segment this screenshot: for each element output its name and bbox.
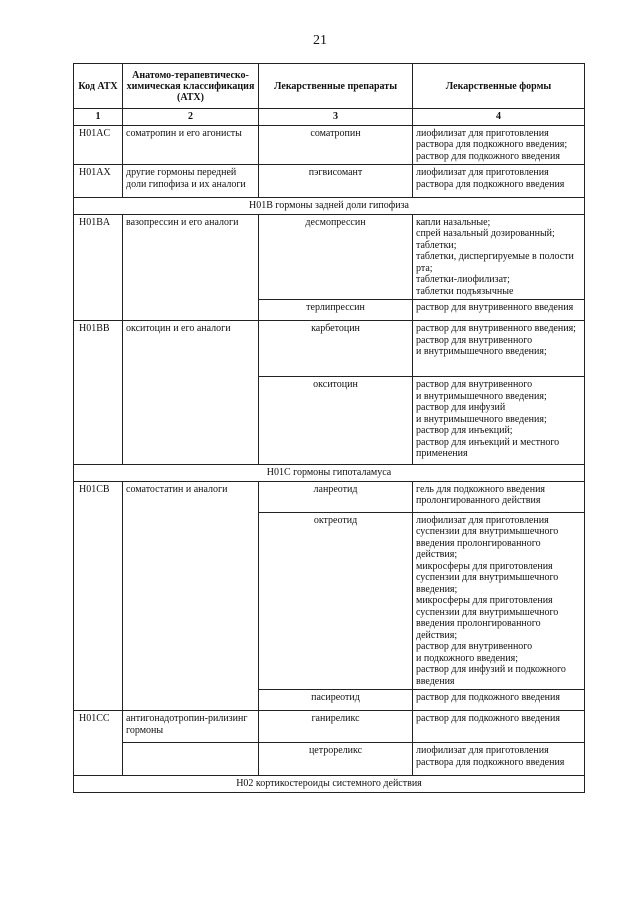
- section-row: [74, 465, 585, 482]
- atx-code: H01BA: [74, 214, 123, 321]
- form-line: и внутримышечного введения;: [416, 413, 547, 425]
- table-row: [74, 165, 585, 198]
- dosage-forms: [413, 125, 585, 165]
- form-line: суспензии для внутримышечного: [416, 572, 559, 583]
- form-line: раствор для внутривенного: [416, 641, 533, 652]
- form-line: раствор для инфузий: [416, 402, 506, 413]
- dosage-forms: [413, 481, 585, 512]
- form-line: введения пролонгированного: [416, 618, 541, 629]
- column-number: 3: [259, 109, 413, 126]
- header-row: [74, 64, 585, 109]
- drug-name: окситоцин: [259, 377, 413, 465]
- dosage-forms: [413, 165, 585, 198]
- form-line: и подкожного введения;: [416, 652, 519, 664]
- form-line: суспензии для внутримышечного: [416, 526, 559, 537]
- section-title: H01B гормоны задней доли гипофиза: [74, 198, 585, 215]
- dosage-forms: [413, 214, 585, 300]
- atx-code: H01AC: [74, 125, 123, 165]
- form-line: раствора для подкожного введения: [416, 756, 565, 768]
- atx-class: [123, 743, 259, 776]
- form-line: таблетки-лиофилизат;: [416, 274, 510, 285]
- atx-code: H01BB: [74, 321, 123, 465]
- form-line: раствор для внутривенного введения: [416, 302, 574, 313]
- section-title: H01C гормоны гипоталамуса: [74, 465, 585, 482]
- form-line: микросферы для приготовления: [416, 560, 553, 572]
- section-row: [74, 776, 585, 793]
- form-line: таблетки, диспергируемые в полости рта;: [416, 251, 574, 274]
- column-number: 1: [74, 109, 123, 126]
- drug-name: пэгвисомант: [259, 165, 413, 198]
- form-line: лиофилизат для приготовления: [416, 167, 549, 178]
- drug-name: октреотид: [259, 512, 413, 690]
- drug-name: пасиреотид: [259, 690, 413, 711]
- page-number: 21: [313, 33, 327, 48]
- atx-class: антигонадотропин-рилизинг гормоны: [123, 711, 259, 743]
- form-line: раствор для внутривенного: [416, 379, 533, 390]
- table-row: [74, 711, 585, 743]
- drug-name: десмопрессин: [259, 214, 413, 300]
- form-line: микросферы для приготовления: [416, 595, 553, 606]
- form-line: раствор для внутривенного введения;: [416, 323, 576, 334]
- form-line: раствор для подкожного введения: [416, 150, 560, 162]
- atx-code: H01CC: [74, 711, 123, 776]
- form-line: введения: [416, 675, 455, 687]
- dosage-forms: [413, 690, 585, 711]
- form-line: лиофилизат для приготовления: [416, 127, 549, 139]
- drug-name: цетрореликс: [259, 743, 413, 776]
- dosage-forms: [413, 711, 585, 743]
- form-line: раствор для внутривенного: [416, 334, 533, 346]
- form-line: и внутримышечного введения;: [416, 346, 547, 357]
- drug-name: терлипрессин: [259, 300, 413, 321]
- atx-class: соматостатин и аналоги: [123, 481, 259, 711]
- header-drugs: Лекарственные препараты: [259, 64, 413, 109]
- form-line: лиофилизат для приготовления: [416, 514, 549, 526]
- column-number: 2: [123, 109, 259, 126]
- table-row: [74, 214, 585, 300]
- atx-class: окситоцин и его аналоги: [123, 321, 259, 465]
- atx-class: вазопрессин и его аналоги: [123, 214, 259, 321]
- form-line: раствор для инфузий и подкожного: [416, 664, 566, 675]
- atx-class: соматропин и его агонисты: [123, 125, 259, 165]
- form-line: лиофилизат для приготовления: [416, 745, 549, 756]
- form-line: таблетки;: [416, 239, 457, 251]
- column-number: 4: [413, 109, 585, 126]
- dosage-forms: [413, 300, 585, 321]
- header-classification: Анатомо-терапевтическо-химическая классификация (АТХ): [123, 64, 259, 109]
- drug-name: соматропин: [259, 125, 413, 165]
- atx-table: [73, 63, 585, 793]
- form-line: таблетки подъязычные: [416, 285, 514, 297]
- form-line: действия;: [416, 549, 458, 560]
- table-row: [74, 321, 585, 377]
- dosage-forms: [413, 743, 585, 776]
- form-line: пролонгированного действия: [416, 495, 541, 506]
- section-row: [74, 198, 585, 215]
- table-row: [74, 125, 585, 165]
- header-code: Код АТХ: [74, 64, 123, 109]
- form-line: раствора для подкожного введения: [416, 178, 565, 190]
- form-line: капли назальные;: [416, 216, 491, 228]
- atx-code: H01CB: [74, 481, 123, 711]
- form-line: гель для подкожного введения: [416, 483, 546, 495]
- column-number-row: [74, 109, 585, 126]
- section-title: H02 кортикостероиды системного действия: [74, 776, 585, 793]
- drug-name: ганиреликс: [259, 711, 413, 743]
- form-line: раствор для подкожного введения: [416, 713, 560, 724]
- dosage-forms: [413, 512, 585, 690]
- dosage-forms: [413, 321, 585, 377]
- form-line: действия;: [416, 629, 458, 641]
- form-line: суспензии для внутримышечного: [416, 606, 559, 618]
- drug-name: карбетоцин: [259, 321, 413, 377]
- atx-class: другие гормоны передней доли гипофиза и их аналоги: [123, 165, 259, 198]
- form-line: введения;: [416, 583, 458, 595]
- form-line: раствора для подкожного введения;: [416, 139, 568, 150]
- form-line: раствор для инъекций;: [416, 425, 513, 436]
- atx-code: H01AX: [74, 165, 123, 198]
- table-row: [74, 743, 585, 776]
- form-line: раствор для подкожного введения: [416, 692, 560, 703]
- form-line: введения пролонгированного: [416, 537, 541, 549]
- form-line: и внутримышечного введения;: [416, 390, 547, 402]
- form-line: раствор для инъекций и местного применения: [416, 436, 560, 459]
- dosage-forms: [413, 377, 585, 465]
- header-forms: Лекарственные формы: [413, 64, 585, 109]
- drug-name: ланреотид: [259, 481, 413, 512]
- form-line: спрей назальный дозированный;: [416, 228, 555, 239]
- table-row: [74, 481, 585, 512]
